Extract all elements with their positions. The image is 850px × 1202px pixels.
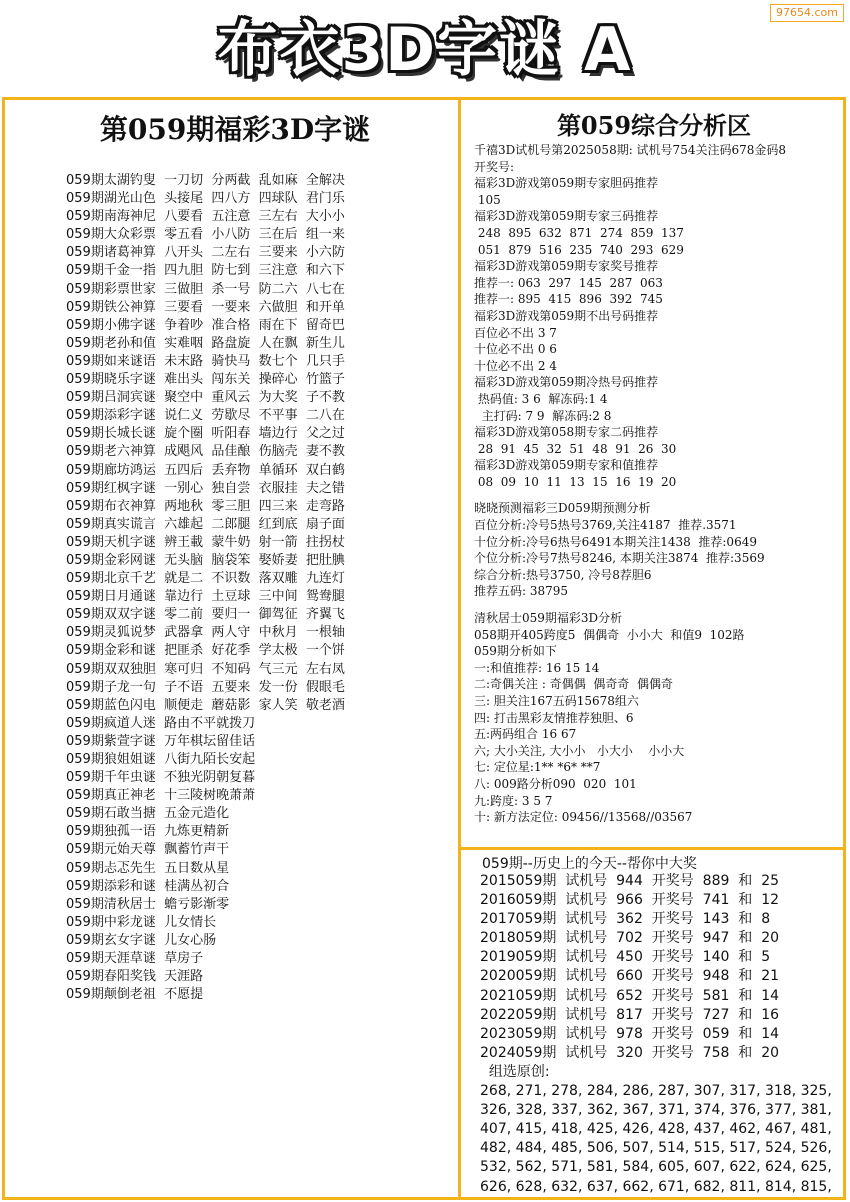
analysis-line: 十: 新方法定位: 09456//13568//03567 [474,810,693,825]
group-numbers-line: 626, 628, 632, 637, 662, 671, 682, 811, 814, 815, [480,1178,832,1195]
analysis-line: 百位必不出 3 7 [474,325,557,340]
analysis-line: 248 895 632 871 274 859 137 [474,225,684,240]
riddle-row: 059期天涯草谜 草房子 [66,951,204,967]
history-row: 2022059期 试机号 817 开奖号 727 和 16 [480,1006,780,1023]
analysis-line: 九:跨度: 3 5 7 [474,793,553,808]
history-row: 2019059期 试机号 450 开奖号 140 和 5 [480,949,771,966]
riddle-row: 059期金彩网谜 无头脑 脑袋笨 娶娇妻 把肚腆 [66,552,345,568]
history-row: 2016059期 试机号 966 开奖号 741 和 12 [480,892,780,909]
riddle-row: 059期双双字谜 零二前 要归一 御驾征 齐翼飞 [66,607,345,623]
riddle-row: 059期独孤一语 九炼更精新 [66,824,230,840]
analysis-line: 105 [474,192,501,207]
riddle-row: 059期如来谜语 未末路 骑快马 数七个 几只手 [66,353,345,369]
group-numbers-line: 532, 562, 571, 581, 584, 605, 607, 622, 624, 625, [480,1159,832,1176]
analysis-line: 一:和值推荐: 16 15 14 [474,660,600,675]
riddle-row: 059期老孙和值 实难咽 路盘旋 人在飘 新生儿 [66,335,345,351]
history-row: 2021059期 试机号 652 开奖号 581 和 14 [480,987,780,1004]
riddle-row: 059期子龙一句 子不语 五要来 发一份 假眼毛 [66,679,345,695]
riddle-row: 059期老六神算 成飓风 品佳酿 伤脑壳 妻不教 [66,444,345,460]
analysis-line: 七: 定位星:1** *6* **7 [474,760,601,775]
riddle-row: 059期春阳奖钱 天涯路 [66,969,204,985]
analysis-line: 主打码: 7 9 解冻码:2 8 [474,408,612,423]
riddle-row: 059期晓乐字谜 难出头 闯东关 操碎心 竹篮子 [66,372,345,388]
riddle-row: 059期添彩字谜 说仁义 劳歇尽 不平事 二八在 [66,408,345,424]
riddle-row: 059期双双独胆 寒可归 不知码 气三元 左右凤 [66,661,345,677]
group-numbers-line: 407, 415, 418, 425, 426, 428, 437, 462, 467, 481, [480,1121,832,1138]
analysis-line: 三: 胆关注167五码15678组六 [474,694,639,708]
analysis-line: 四: 打击黑彩友情推荐独胆、6 [474,710,634,725]
group-label: 组选原创: [480,1063,550,1080]
analysis-line: 推荐一: 063 297 145 287 063 [474,275,663,290]
group-numbers-line: 326, 328, 337, 362, 367, 371, 374, 376, 377, 381, [480,1102,832,1119]
riddle-row: 059期彩票世家 三做胆 杀一号 防二六 八七在 [66,281,345,297]
riddle-row: 059期长城长谜 旋个圈 听阳春 墙边行 父之过 [66,426,345,442]
riddle-row: 059期清秋居士 蟾亏影渐零 [66,896,230,912]
analysis-line: 福彩3D游戏第059期专家奖号推荐 [474,259,659,274]
riddle-row: 059期颠倒老祖 不愿提 [66,987,204,1003]
riddle-row: 059期红枫字谜 一别心 独自尝 衣服挂 夫之错 [66,480,345,496]
analysis-line: 热码值: 3 6 解冻码:1 4 [474,391,608,406]
riddle-row: 059期小佛字谜 争着吵 准合格 雨在下 留奇巴 [66,317,345,333]
column-divider [458,97,461,1200]
analysis-list [474,142,844,826]
analysis-line: 十位分析:冷号6热号6491本期关注1438 推荐:0649 [474,534,757,549]
riddle-row: 059期真正神老 十三陵树晚萧萧 [66,788,256,804]
riddle-row: 059期廊坊鸿运 五四后 丢弃物 单循环 双白鹤 [66,462,345,478]
riddle-row: 059期北京千艺 就是二 不识数 落双雕 九连灯 [66,571,345,587]
analysis-line: 六; 大小关注, 大小小 小大小 小小大 [474,743,685,758]
riddle-row: 059期石敢当搪 五金元造化 [66,806,230,822]
spacer [474,490,844,500]
analysis-line: 十位必不出 2 4 [474,358,557,373]
riddle-list [66,172,456,1004]
riddle-row: 059期千年虫谜 不独光阴朝复暮 [66,770,256,786]
history-list [480,872,840,1197]
history-row: 2015059期 试机号 944 开奖号 889 和 25 [480,873,780,889]
riddle-row: 059期元始天尊 飘蓄竹声干 [66,842,230,858]
riddle-row: 059期布衣神算 两地秋 零三胆 四三来 走弯路 [66,498,345,514]
analysis-line: 综合分析:热号3750, 冷号8荐胆6 [474,567,652,582]
watermark: 97654.com [770,4,844,22]
left-title: 第059期福彩3D字谜 [99,113,371,146]
riddle-row: 059期日月通谜 靠边行 土豆球 三中间 鸳鸯腿 [66,589,345,605]
riddle-row: 059期疯道人迷 路由不平就拨刀 [66,715,256,731]
analysis-line: 二:奇偶关注 : 奇偶偶 偶奇奇 偶偶奇 [474,677,673,692]
group-numbers-line: 482, 484, 485, 506, 507, 514, 515, 517, 524, 526, [480,1140,832,1157]
riddle-row: 059期诸葛神算 八开头 二左右 三要来 小六防 [66,245,345,261]
analysis-line: 059期分析如下 [474,644,557,659]
section-divider [460,847,846,850]
history-row: 2020059期 试机号 660 开奖号 948 和 21 [480,968,780,985]
riddle-row: 059期湖光山色 头接尾 四八方 四球队 君门乐 [66,191,345,207]
analysis-line: 福彩3D游戏第059期专家和值推荐 [474,458,659,473]
analysis-line: 051 879 516 235 740 293 629 [474,242,684,257]
riddle-row: 059期玄女字谜 儿女心肠 [66,932,217,948]
history-title: 059期--历史上的今天--帮你中大奖 [482,856,697,872]
riddle-row: 059期狼姐姐谜 八街九陌长安起 [66,752,256,767]
analysis-line: 推荐一: 895 415 896 392 745 [474,292,663,307]
riddle-row: 059期太湖钓叟 一刀切 分两截 乱如麻 全解决 [66,173,345,188]
analysis-line: 福彩3D游戏第059期冷热号码推荐 [474,375,659,390]
riddle-row: 059期金彩和谜 把匪杀 好花季 学太极 一个饼 [66,643,345,659]
analysis-line: 058期开405跨度5 偶偶奇 小小大 和值9 102路 [474,627,745,642]
analysis-line: 福彩3D游戏第059期不出号码推荐 [474,308,659,323]
analysis-line: 28 91 45 32 51 48 91 26 30 [474,441,677,456]
riddle-row: 059期南海神尼 八要看 五注意 三左右 大小小 [66,209,345,225]
analysis-line: 清秋居士059期福彩3D分析 [474,611,623,626]
history-row: 2017059期 试机号 362 开奖号 143 和 8 [480,911,771,928]
analysis-line: 福彩3D游戏第058期专家二码推荐 [474,425,659,440]
analysis-line: 百位分析:冷号5热号3769,关注4187 推荐.3571 [474,518,737,533]
analysis-line: 福彩3D游戏第059期专家三码推荐 [474,209,659,224]
history-row: 2024059期 试机号 320 开奖号 758 和 20 [480,1044,780,1061]
history-row: 2018059期 试机号 702 开奖号 947 和 20 [480,930,780,947]
analysis-line: 08 09 10 11 13 15 16 19 20 [474,474,677,489]
riddle-row: 059期真实谎言 六雄起 二郎腿 红到底 扇子面 [66,516,345,532]
banner-title: 布衣3D字谜 A [217,15,633,85]
riddle-row: 059期灵狐说梦 武器拿 两人守 中秋月 一根轴 [66,625,345,641]
riddle-row: 059期忐忑先生 五日数从星 [66,860,230,876]
history-row: 2023059期 试机号 978 开奖号 059 和 14 [480,1025,780,1042]
analysis-line: 八: 009路分析090 020 101 [474,776,637,791]
spacer [474,600,844,610]
analysis-line: 十位必不出 0 6 [474,342,557,357]
riddle-row: 059期天机字谜 辨王載 蒙牛奶 射一箭 拄拐杖 [66,534,345,550]
riddle-row: 059期添彩和谜 桂满丛初合 [66,878,230,894]
analysis-line: 福彩3D游戏第059期专家胆码推荐 [474,176,659,191]
analysis-line: 晓晓预测福彩三D059期预测分析 [474,501,651,516]
riddle-row: 059期千金一指 四九胆 防七到 三注意 和六下 [66,263,345,279]
riddle-row: 059期中彩龙谜 儿女情长 [66,914,217,930]
analysis-line: 开奖号: [474,159,515,174]
right-title: 第059综合分析区 [556,111,752,140]
analysis-line: 千禧3D试机号第2025058期: 试机号754关注码678金码8 [474,143,787,157]
analysis-line: 五:两码组合 16 67 [474,727,577,742]
riddle-row: 059期紫萱字谜 万年棋坛留佳话 [66,733,256,749]
analysis-line: 个位分析:冷号7热号8246, 本期关注3874 推荐:3569 [474,551,765,566]
group-numbers-line: 268, 271, 278, 284, 286, 287, 307, 317, 318, 325, [480,1083,832,1100]
riddle-row: 059期蓝色闪电 顺便走 蘑菇影 家人笑 敬老酒 [66,697,345,713]
analysis-line: 推荐五码: 38795 [474,584,569,599]
riddle-row: 059期大众彩票 零五看 小八防 三在后 组一来 [66,227,345,243]
riddle-row: 059期铁公神算 三要看 一要来 六做胆 和开单 [66,299,345,315]
riddle-row: 059期吕洞宾谜 聚空中 重风云 为大奖 子不教 [66,390,345,406]
